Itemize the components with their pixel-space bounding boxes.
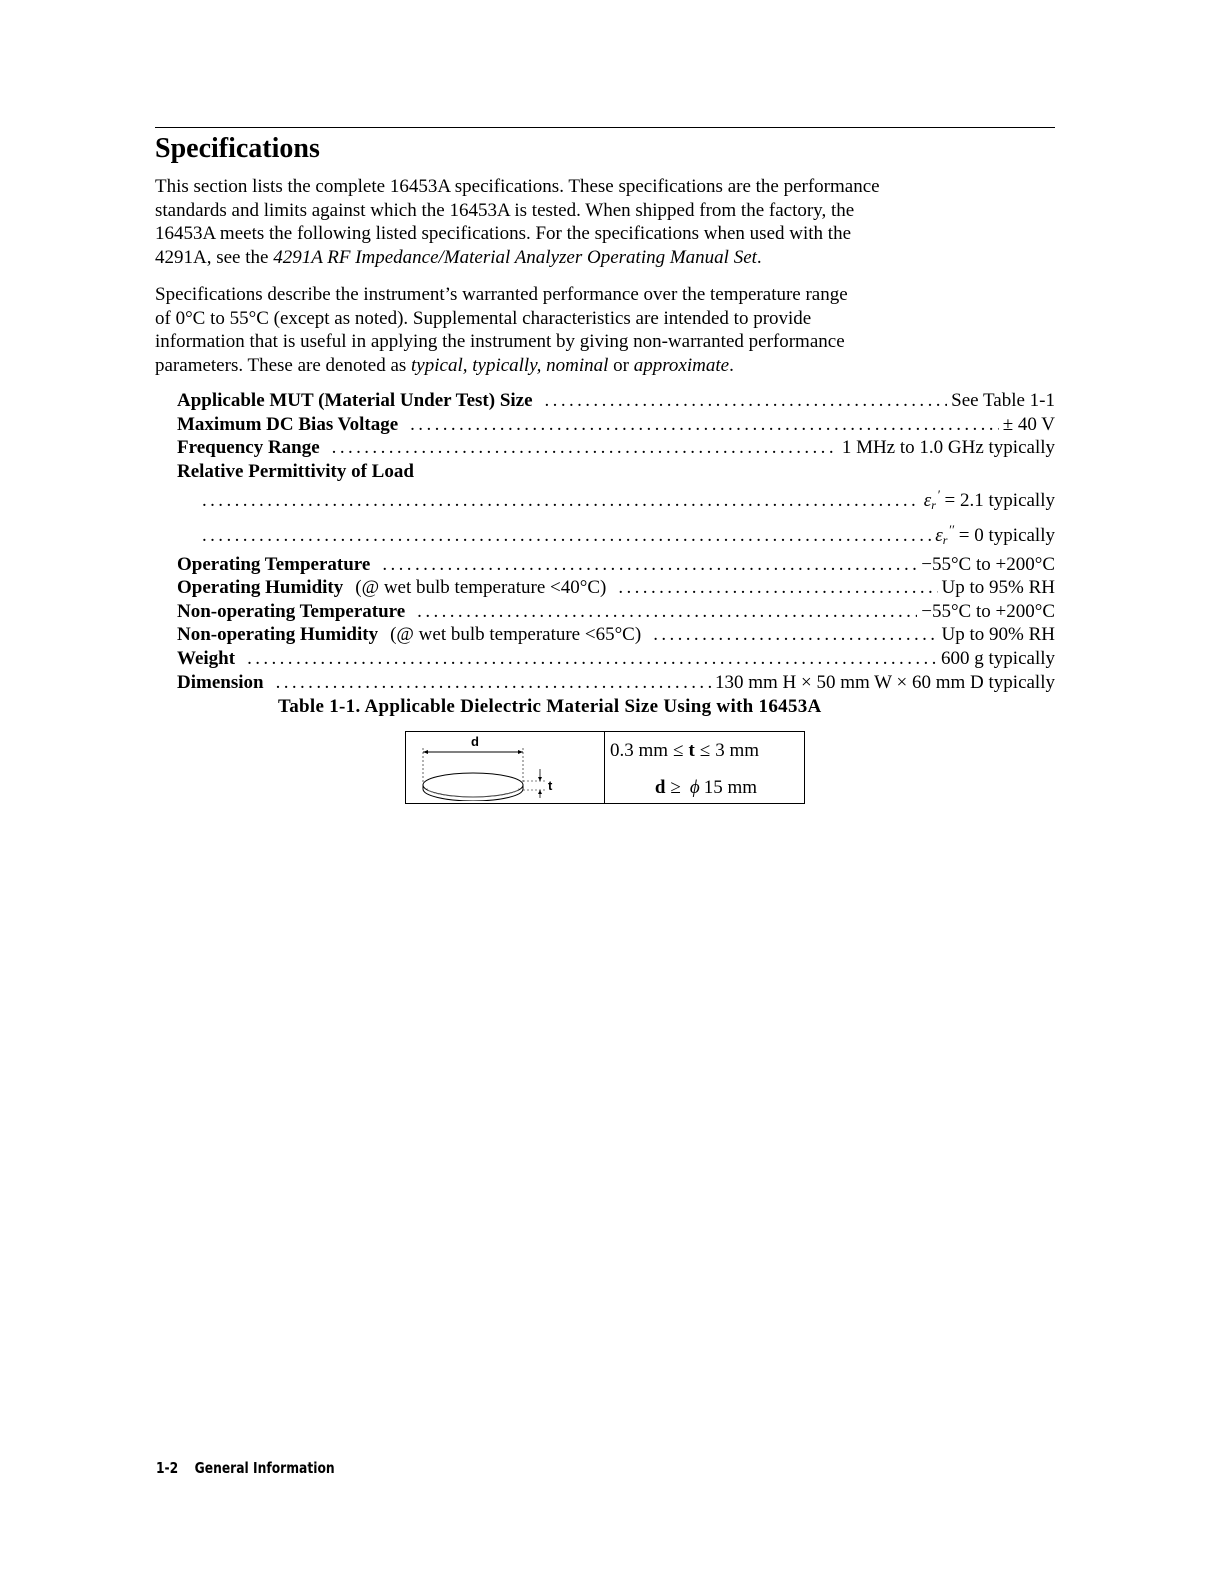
disc-shape bbox=[423, 773, 523, 801]
dot-leader bbox=[332, 436, 838, 460]
term-nominal: nominal bbox=[546, 355, 609, 377]
material-size-table bbox=[405, 731, 805, 805]
dot-leader bbox=[618, 576, 937, 600]
dot-leader bbox=[410, 413, 999, 437]
description-line-4-prefix: parameters. These are denoted as bbox=[155, 355, 412, 377]
dot-leader bbox=[417, 600, 917, 624]
spec-value: 130 mm H × 50 mm W × 60 mm D typically bbox=[714, 671, 1055, 693]
chapter-title: General Information bbox=[194, 1459, 335, 1477]
spec-value-table-ref: See Table 1-1 bbox=[951, 390, 1055, 411]
spec-label: Operating Humidity bbox=[177, 577, 344, 599]
dot-leader bbox=[545, 389, 948, 413]
dot-leader bbox=[202, 489, 920, 513]
thickness-condition: 0.3 mm ≤ t ≤ 3 mm bbox=[610, 740, 760, 761]
spec-label: Weight bbox=[177, 647, 236, 669]
spec-row-frequency-range bbox=[177, 436, 1055, 460]
diameter-condition: d ≥ ϕ 15 mm bbox=[654, 777, 758, 798]
dot-leader bbox=[276, 671, 711, 695]
spec-label: Maximum DC Bias Voltage bbox=[177, 413, 399, 435]
spec-row-permittivity-real bbox=[177, 483, 1055, 518]
intro-line-2: standards and limits against which the 16453A is tested. When shipped from the factory, the bbox=[155, 199, 855, 221]
spec-row-weight bbox=[177, 647, 1055, 671]
epsilon-symbol: $\varepsilon_r'$ bbox=[923, 487, 940, 513]
manual-title: 4291A RF Impedance/Material Analyzer Operating Manual Set bbox=[273, 247, 757, 269]
description-line-3: information that is useful in applying the instrument by giving non-warranted performance bbox=[155, 331, 845, 353]
spec-label: Non-operating Temperature bbox=[177, 600, 406, 622]
spec-row-dimension bbox=[177, 671, 1055, 695]
table-border-left bbox=[405, 731, 406, 804]
term-approximate: approximate bbox=[633, 355, 730, 377]
dimension-t-marker bbox=[523, 769, 553, 798]
spec-value bbox=[924, 483, 1055, 518]
spec-value: 600 g typically bbox=[941, 647, 1055, 669]
permittivity-real-value: = 2.1 typically bbox=[944, 490, 1055, 512]
intro-line-1: This section lists the complete 16453A specifications. These specifications are the performance bbox=[155, 176, 880, 197]
spec-value: −55°C to +200°C bbox=[921, 553, 1055, 575]
page-number: 1-2 bbox=[156, 1459, 179, 1477]
figure-label-d: d bbox=[471, 735, 479, 749]
spec-value: ± 40 V bbox=[1002, 413, 1055, 435]
spec-label: Non-operating Humidity bbox=[177, 624, 379, 646]
spec-row-operating-humidity bbox=[177, 576, 1055, 600]
spec-label: Applicable MUT (Material Under Test) Size bbox=[177, 390, 533, 411]
table-column-divider bbox=[604, 731, 605, 804]
figure-label-t: t bbox=[548, 778, 553, 793]
intro-line-4-prefix: 4291A, see the bbox=[155, 247, 274, 269]
spec-value: −55°C to +200°C bbox=[921, 600, 1055, 622]
specifications-list bbox=[177, 389, 1055, 694]
intro-line-4-suffix: . bbox=[756, 247, 762, 269]
section-top-rule bbox=[155, 127, 1055, 128]
term-typical: typical, bbox=[411, 355, 468, 377]
spec-row-operating-temperature bbox=[177, 553, 1055, 577]
spec-row-permittivity bbox=[177, 460, 1055, 484]
permittivity-imag-value: = 0 typically bbox=[958, 524, 1055, 546]
intro-line-3: 16453A meets the following listed specifications. For the specifications when used with the bbox=[155, 223, 852, 245]
spec-value bbox=[935, 518, 1055, 553]
section-title: Specifications bbox=[155, 133, 320, 164]
spec-label: Relative Permittivity of Load bbox=[177, 460, 414, 482]
spec-label: Dimension bbox=[177, 671, 264, 693]
dot-leader bbox=[382, 553, 917, 577]
spec-value: Up to 90% RH bbox=[941, 624, 1055, 646]
page-footer bbox=[156, 1458, 335, 1478]
intro-paragraph bbox=[155, 175, 1055, 270]
spec-note: (@ wet bulb temperature <65°C) bbox=[390, 624, 642, 646]
description-line-4 bbox=[155, 354, 1055, 378]
dot-leader bbox=[653, 623, 937, 647]
intro-line-4 bbox=[155, 246, 1055, 270]
description-line-4-suffix: . bbox=[729, 355, 734, 377]
spec-note: (@ wet bulb temperature <40°C) bbox=[355, 577, 607, 599]
dot-leader bbox=[247, 647, 937, 671]
description-line-1: Specifications describe the instrument’s warranted performance over the temperature range bbox=[155, 284, 848, 305]
epsilon-symbol: $\varepsilon_r''$ bbox=[935, 521, 955, 547]
description-paragraph bbox=[155, 283, 1055, 378]
spec-row-nonoperating-humidity bbox=[177, 623, 1055, 647]
table-border-top bbox=[405, 731, 805, 732]
spec-label: Operating Temperature bbox=[177, 553, 371, 575]
spec-row-permittivity-imag bbox=[177, 518, 1055, 553]
spec-row-dc-bias bbox=[177, 413, 1055, 437]
description-line-2: of 0°C to 55°C (except as noted). Supplemental characteristics are intended to provide bbox=[155, 307, 812, 329]
spec-label: Frequency Range bbox=[177, 437, 320, 459]
term-typically: typically, bbox=[472, 355, 542, 377]
spec-row-nonoperating-temperature bbox=[177, 600, 1055, 624]
spec-value: 1 MHz to 1.0 GHz typically bbox=[841, 437, 1055, 459]
table-caption: Table 1-1. Applicable Dielectric Material Size Using with 16453A bbox=[278, 696, 822, 717]
dot-leader bbox=[202, 524, 931, 548]
word-or: or bbox=[613, 355, 629, 377]
spec-value: Up to 95% RH bbox=[941, 577, 1055, 599]
table-border-right bbox=[804, 731, 805, 804]
spec-row-mut-size bbox=[177, 389, 1055, 413]
disc-sample-figure bbox=[413, 735, 563, 801]
table-border-bottom bbox=[405, 803, 805, 804]
